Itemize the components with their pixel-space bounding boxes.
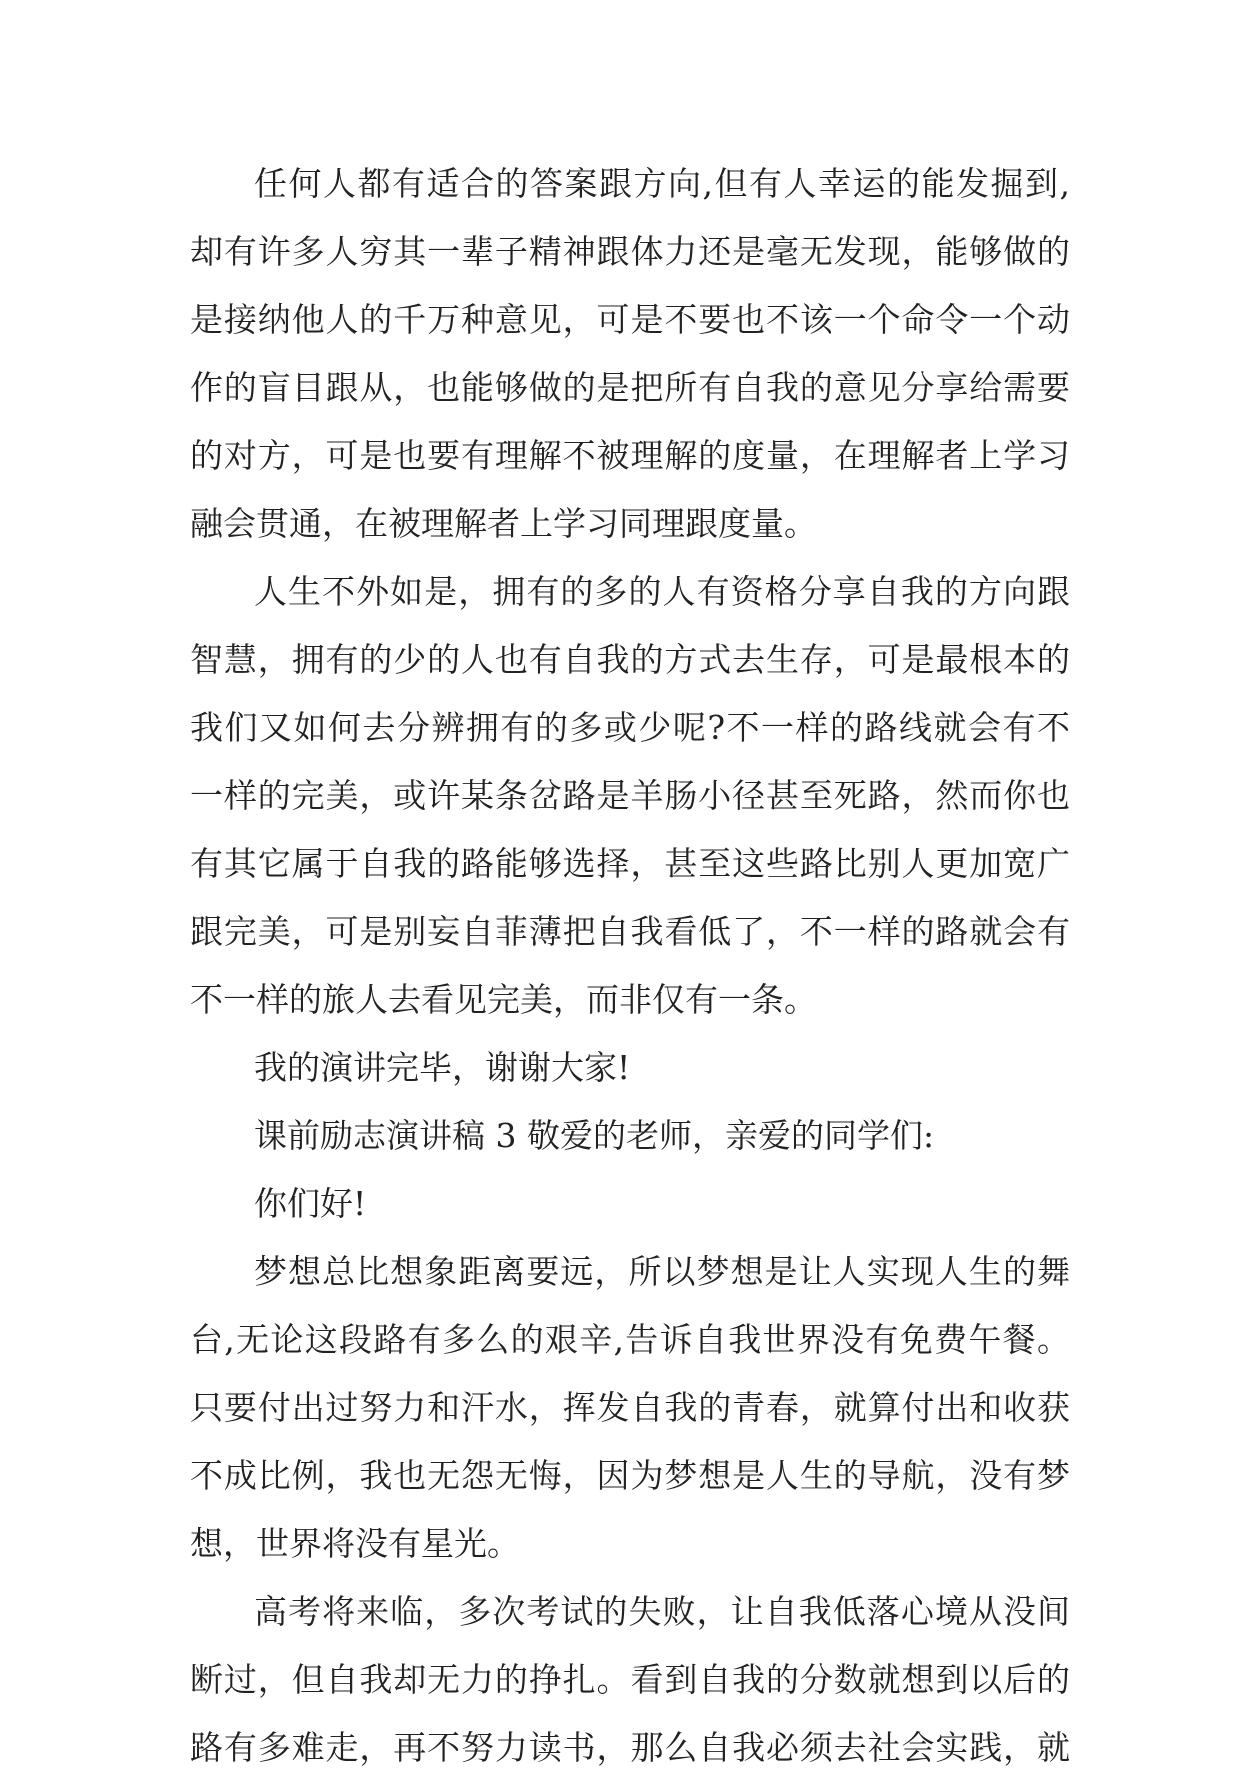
text-line: 路有多难走，再不努力读书，那么自我必须去社会实践，就 [190,1728,1070,1767]
text-line: 高考将来临，多次考试的失败，让自我低落心境从没间 [254,1592,1070,1631]
text-line: 台,无论这段路有多么的艰辛,告诉自我世界没有免费午餐。 [190,1320,1070,1359]
text-line: 你们好! [254,1184,367,1223]
text-line: 任何人都有适合的答案跟方向,但有人幸运的能发掘到, [254,164,1070,203]
text-line: 智慧，拥有的少的人也有自我的方式去生存，可是最根本的 [190,640,1070,679]
text-line: 却有许多人穷其一辈子精神跟体力还是毫无发现，能够做的 [190,232,1070,271]
text-line: 我们又如何去分辨拥有的多或少呢?不一样的路线就会有不 [190,708,1070,747]
text-line: 跟完美，可是别妄自菲薄把自我看低了，不一样的路就会有 [190,912,1070,951]
text-line: 有其它属于自我的路能够选择，甚至这些路比别人更加宽广 [190,844,1070,883]
text-line: 只要付出过努力和汗水，挥发自我的青春，就算付出和收获 [190,1388,1070,1427]
text-line: 断过，但自我却无力的挣扎。看到自我的分数就想到以后的 [190,1660,1070,1699]
text-line: 想，世界将没有星光。 [190,1524,520,1563]
text-line: 是接纳他人的千万种意见，可是不要也不该一个命令一个动 [190,300,1070,339]
text-line: 不成比例，我也无怨无悔，因为梦想是人生的导航，没有梦 [190,1456,1070,1495]
text-line: 的对方，可是也要有理解不被理解的度量，在理解者上学习 [190,436,1070,475]
text-line: 课前励志演讲稿 3 敬爱的老师，亲爱的同学们: [254,1116,935,1155]
text-line: 作的盲目跟从，也能够做的是把所有自我的意见分享给需要 [190,368,1070,407]
text-line: 融会贯通，在被理解者上学习同理跟度量。 [190,504,817,543]
text-line: 我的演讲完毕，谢谢大家! [254,1048,631,1087]
text-line: 一样的完美，或许某条岔路是羊肠小径甚至死路，然而你也 [190,776,1070,815]
text-line: 梦想总比想象距离要远，所以梦想是让人实现人生的舞 [254,1252,1070,1291]
text-line: 不一样的旅人去看见完美，而非仅有一条。 [190,980,817,1019]
text-line: 人生不外如是，拥有的多的人有资格分享自我的方向跟 [254,572,1070,611]
